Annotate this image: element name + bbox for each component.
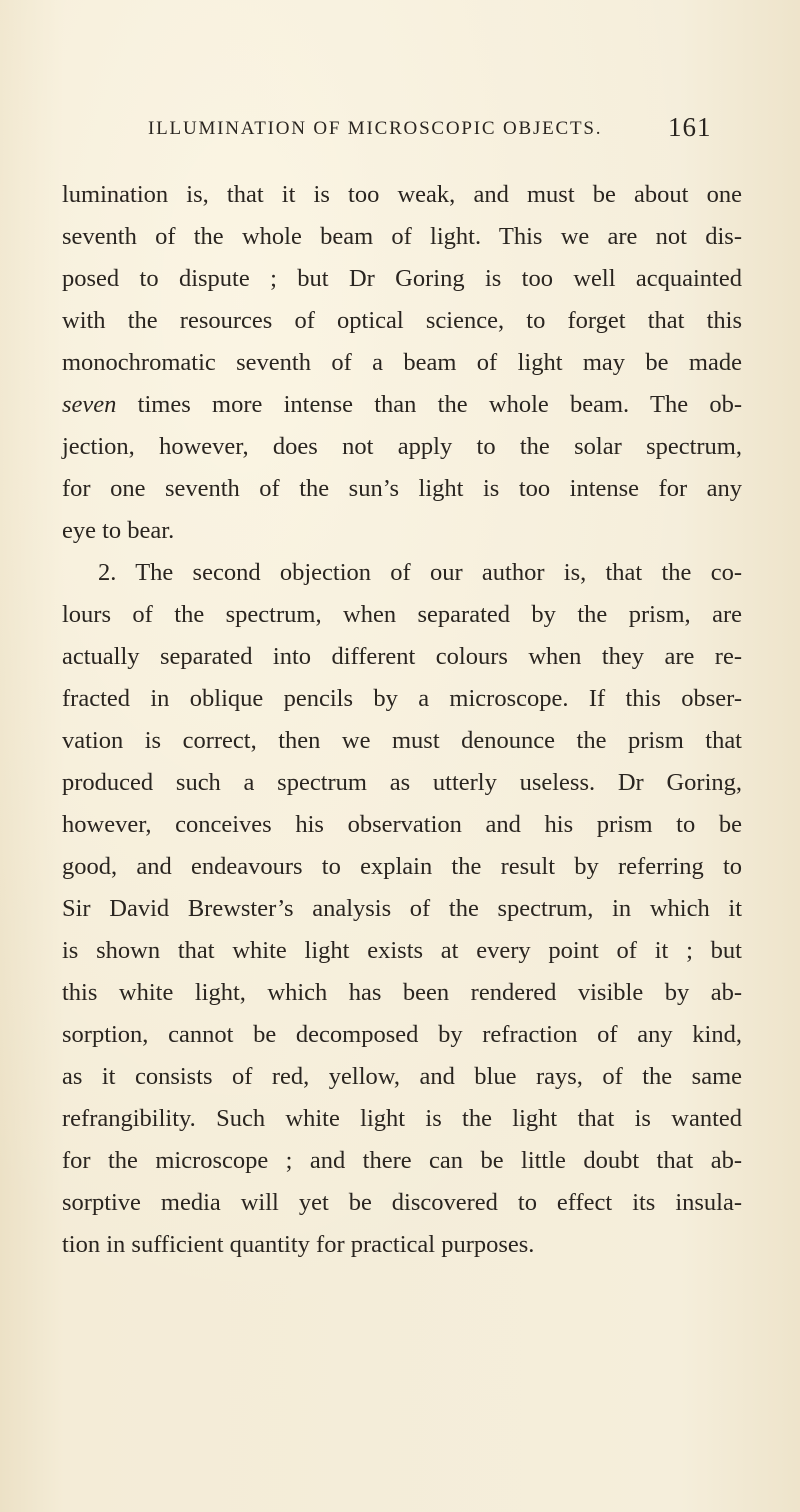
text-fragment: times more intense than the whole beam. The ob- <box>116 391 742 418</box>
text-line: fracted in oblique pencils by a microscope. If this obser- <box>62 685 742 712</box>
italic-word: seven <box>62 391 117 418</box>
text-line: tion in sufficient quantity for practical purposes. <box>62 1231 535 1258</box>
text-line: sorptive media will yet be discovered to effect its insula- <box>62 1189 742 1216</box>
text-line: sorption, cannot be decomposed by refraction of any kind, <box>62 1021 742 1048</box>
text-line: as it consists of red, yellow, and blue rays, of the same <box>62 1063 742 1090</box>
text-line: this white light, which has been rendered visible by ab- <box>62 979 742 1006</box>
text-line: posed to dispute ; but Dr Goring is too well acquainted <box>62 265 742 292</box>
text-line <box>62 385 742 425</box>
text-line: monochromatic seventh of a beam of light may be made <box>62 349 742 376</box>
text-line: for one seventh of the sun’s light is too intense for any <box>62 475 742 502</box>
text-line: jection, however, does not apply to the solar spectrum, <box>62 433 742 460</box>
running-title: ILLUMINATION OF MICROSCOPIC OBJECTS. <box>148 118 603 139</box>
text-line: lumination is, that it is too weak, and must be about one <box>62 181 742 208</box>
text-line: for the microscope ; and there can be little doubt that ab- <box>62 1147 742 1174</box>
text-line: actually separated into different colours when they are re- <box>62 643 742 670</box>
text-line: vation is correct, then we must denounce the prism that <box>62 727 742 754</box>
text-line: Sir David Brewster’s analysis of the spectrum, in which it <box>62 895 742 922</box>
text-line: seventh of the whole beam of light. This we are not dis- <box>62 223 742 250</box>
page-number: 161 <box>668 112 712 142</box>
paragraph-start-line: 2. The second objection of our author is, that the co- <box>98 559 742 586</box>
text-line: is shown that white light exists at every point of it ; but <box>62 937 742 964</box>
text-line: however, conceives his observation and his prism to be <box>62 811 742 838</box>
text-line: lours of the spectrum, when separated by the prism, are <box>62 601 742 628</box>
text-line: eye to bear. <box>62 517 175 544</box>
text-line: with the resources of optical science, to forget that this <box>62 307 742 334</box>
text-line: produced such a spectrum as utterly useless. Dr Goring, <box>62 769 742 796</box>
running-head <box>148 112 748 152</box>
text-line: good, and endeavours to explain the result by referring to <box>62 853 742 880</box>
text-line: refrangibility. Such white light is the light that is wanted <box>62 1105 742 1132</box>
